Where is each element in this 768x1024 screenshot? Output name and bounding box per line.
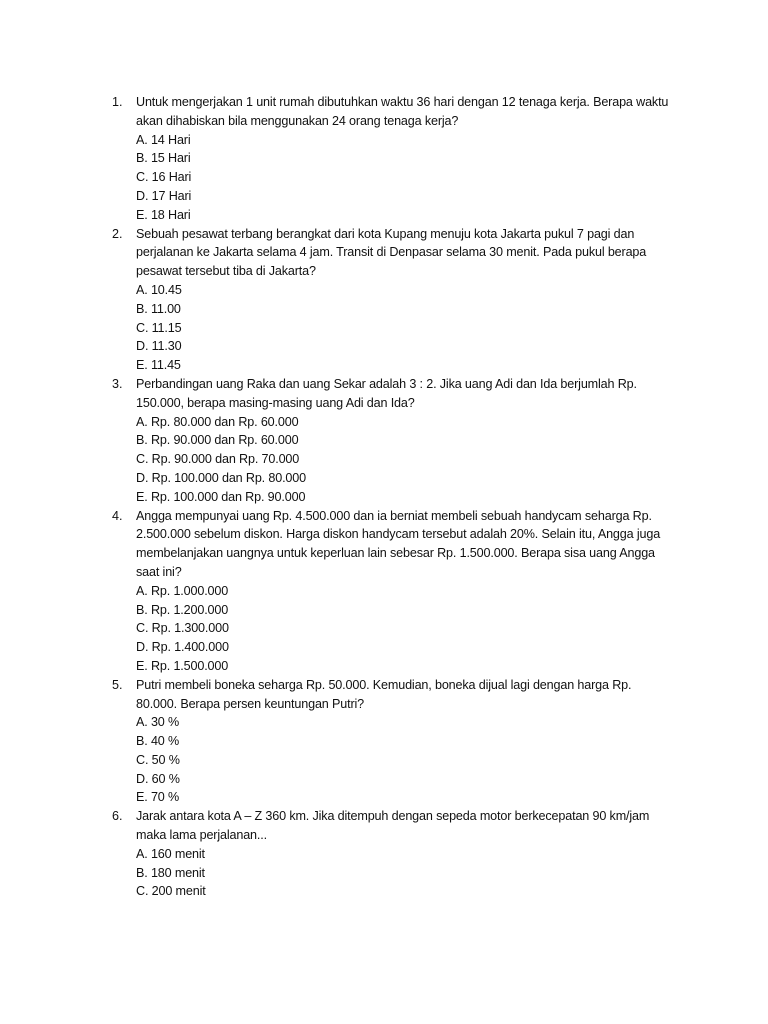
answer-option: C. Rp. 90.000 dan Rp. 70.000 [136,452,300,467]
answer-option: B. Rp. 90.000 dan Rp. 60.000 [136,433,299,448]
answer-option: B. Rp. 1.200.000 [136,602,229,617]
question-text: Untuk mengerjakan 1 unit rumah dibutuhkan waktu 36 hari dengan 12 tenaga kerja. Berapa waktu akan dihabiskan bila menggunakan 24 orang tenaga kerja? [136,95,669,128]
answer-option: C. 11.15 [136,320,182,335]
question-2 [112,225,672,375]
answer-option: B. 11.00 [136,301,181,316]
question-list [112,93,672,901]
question-1 [112,93,672,225]
question-body [136,507,672,676]
question-body [136,93,672,225]
answer-option: C. 50 % [136,752,180,767]
answer-option: E. Rp. 1.500.000 [136,658,229,673]
answer-options [136,845,672,901]
answer-option: B. 15 Hari [136,151,191,166]
answer-option: C. 16 Hari [136,170,192,185]
answer-option: D. 60 % [136,771,180,786]
answer-option: D. Rp. 1.400.000 [136,640,229,655]
question-body [136,375,672,507]
answer-option: A. 160 menit [136,846,205,861]
question-6 [112,807,672,901]
answer-option: A. Rp. 80.000 dan Rp. 60.000 [136,414,299,429]
answer-option: A. 30 % [136,715,180,730]
answer-option: A. 14 Hari [136,132,191,147]
question-5 [112,676,672,808]
question-number: 2. [112,226,123,241]
answer-option: C. Rp. 1.300.000 [136,621,229,636]
question-text: Perbandingan uang Raka dan uang Sekar adalah 3 : 2. Jika uang Adi dan Ida berjumlah Rp. 150.000, berapa masing-masing uang Adi dan Ida? [136,376,637,410]
question-number: 4. [112,508,123,523]
answer-option: C. 200 menit [136,884,206,899]
answer-option: D. 11.30 [136,339,182,354]
question-body [136,225,672,375]
question-3 [112,375,672,507]
answer-option: B. 40 % [136,734,180,749]
answer-option: E. 18 Hari [136,207,191,222]
question-body [136,676,672,808]
answer-options [136,131,672,225]
answer-option: E. Rp. 100.000 dan Rp. 90.000 [136,489,306,504]
question-body [136,807,672,901]
question-4 [112,507,672,676]
answer-options [136,582,672,676]
answer-options [136,713,672,807]
answer-options [136,413,672,507]
answer-option: D. Rp. 100.000 dan Rp. 80.000 [136,470,306,485]
question-number: 3. [112,376,123,391]
answer-option: B. 180 menit [136,865,205,880]
question-number: 1. [112,95,123,109]
question-text: Jarak antara kota A – Z 360 km. Jika ditempuh dengan sepeda motor berkecepatan 90 km/jam maka lama perjalanan... [136,809,650,843]
answer-option: A. 10.45 [136,282,182,297]
answer-option: E. 70 % [136,790,180,805]
question-text: Putri membeli boneka seharga Rp. 50.000. Kemudian, boneka dijual lagi dengan harga Rp. 80.000. Berapa persen keuntungan Putri? [136,677,632,711]
question-number: 5. [112,677,123,692]
answer-options [136,281,672,375]
answer-option: E. 11.45 [136,358,181,373]
question-number: 6. [112,809,123,824]
question-text: Angga mempunyai uang Rp. 4.500.000 dan ia berniat membeli sebuah handycam seharga Rp. 2.500.000 sebelum diskon. Harga diskon handycam tersebut adalah 20%. Selain itu, Angga juga membelanjakan uangnya untuk keperluan lain sebesar Rp. 1.500.000. Berapa sisa uang Angga saat ini? [136,508,661,579]
answer-option: D. 17 Hari [136,188,192,203]
answer-option: A. Rp. 1.000.000 [136,583,229,598]
question-text: Sebuah pesawat terbang berangkat dari kota Kupang menuju kota Jakarta pukul 7 pagi dan perjalanan ke Jakarta selama 4 jam. Transit di Denpasar selama 30 menit. Pada pukul berapa pesawat tersebut tiba di Jakarta? [136,226,647,279]
